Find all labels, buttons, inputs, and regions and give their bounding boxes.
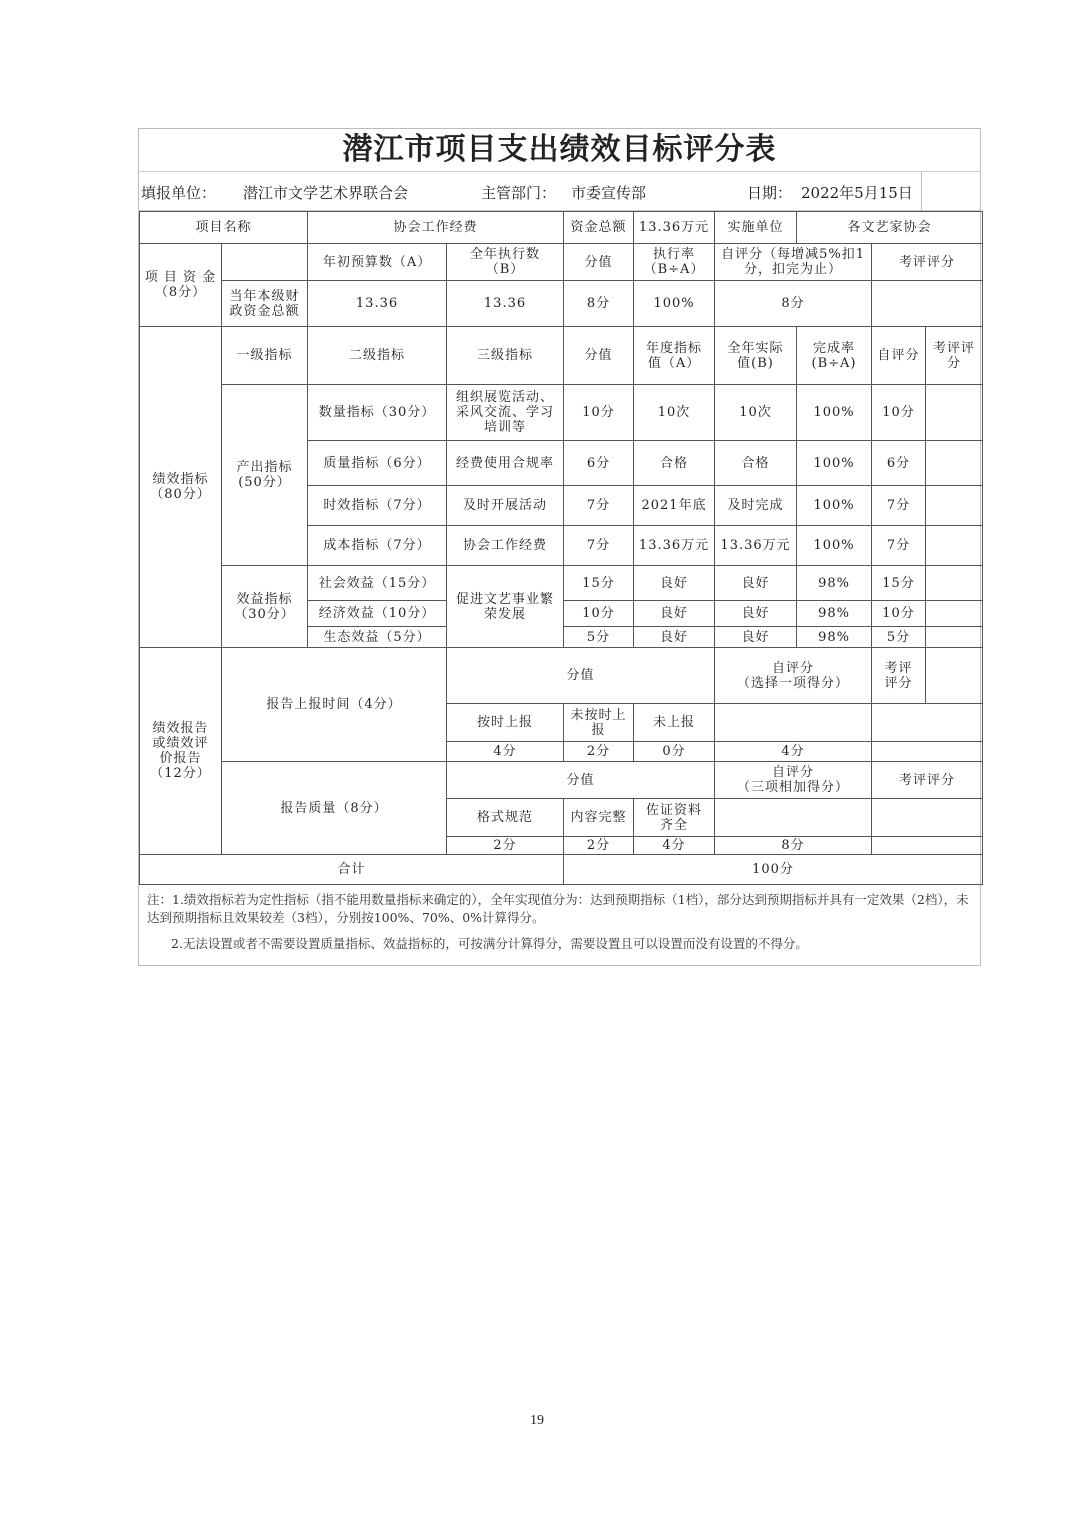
output-eval — [926, 526, 983, 566]
unit-value: 潜江市文学艺术界联合会 — [243, 184, 409, 202]
benefit-l2: 生态效益（5分） — [308, 627, 447, 648]
benefit-score: 5分 — [564, 627, 634, 648]
output-score: 7分 — [564, 486, 634, 526]
report-quality-eval-header: 考评评分 — [872, 762, 983, 799]
project-name-label: 项目名称 — [140, 212, 308, 244]
time-score: 2分 — [564, 742, 634, 762]
quality-option: 格式规范 — [447, 799, 564, 837]
benefit-self: 5分 — [872, 627, 926, 648]
output-rate: 100% — [797, 441, 872, 486]
execution-value: 13.36 — [447, 281, 564, 327]
execution-header: 全年执行数 （B） — [447, 244, 564, 281]
benefit-actual: 良好 — [715, 566, 797, 601]
funds-score-header: 分值 — [564, 244, 634, 281]
quality-score: 4分 — [634, 837, 715, 855]
benefit-eval — [926, 566, 983, 601]
output-self: 7分 — [872, 526, 926, 566]
output-l2: 时效指标（7分） — [308, 486, 447, 526]
output-eval — [926, 486, 983, 526]
report-time-eval-header: 考评 评分 — [872, 648, 926, 704]
funds-eval-header: 考评评分 — [872, 244, 983, 281]
date-label: 日期： — [747, 184, 793, 202]
output-eval — [926, 385, 983, 441]
output-l2: 成本指标（7分） — [308, 526, 447, 566]
time-eval-score — [872, 742, 983, 762]
execution-rate-value: 100% — [634, 281, 715, 327]
output-self: 6分 — [872, 441, 926, 486]
divider — [921, 172, 922, 210]
report-time-score-header: 分值 — [447, 648, 715, 704]
benefit-self: 10分 — [872, 601, 926, 627]
benefit-l2: 社会效益（15分） — [308, 566, 447, 601]
quality-self-score: 8分 — [715, 837, 872, 855]
benefit-eval — [926, 601, 983, 627]
execution-rate-header: 执行率 （B÷A） — [634, 244, 715, 281]
project-name-value: 协会工作经费 — [308, 212, 564, 244]
benefit-actual: 良好 — [715, 601, 797, 627]
page-number: 19 — [530, 1413, 544, 1428]
output-score: 6分 — [564, 441, 634, 486]
time-eval-blank — [872, 704, 983, 742]
output-l3: 经费使用合规率 — [447, 441, 564, 486]
benefit-self: 15分 — [872, 566, 926, 601]
output-l3: 及时开展活动 — [447, 486, 564, 526]
implementing-unit-label: 实施单位 — [715, 212, 797, 244]
benefit-actual: 良好 — [715, 627, 797, 648]
sheet-frame — [138, 128, 981, 966]
benefit-eval — [926, 627, 983, 648]
report-time-self-header: 自评分 （选择一项得分） — [715, 648, 872, 704]
output-target: 合格 — [634, 441, 715, 486]
output-l2: 数量指标（30分） — [308, 385, 447, 441]
total-funds-label: 资金总额 — [564, 212, 634, 244]
output-self: 7分 — [872, 486, 926, 526]
time-option: 未上报 — [634, 704, 715, 742]
quality-score: 2分 — [447, 837, 564, 855]
notes — [139, 885, 980, 965]
output-score: 7分 — [564, 526, 634, 566]
benefit-target: 良好 — [634, 627, 715, 648]
page-title: 潜江市项目支出绩效目标评分表 — [139, 129, 980, 172]
unit-label: 填报单位： — [141, 184, 217, 202]
perf-header-score: 分值 — [564, 327, 634, 385]
benefit-target: 良好 — [634, 566, 715, 601]
benefit-target: 良好 — [634, 601, 715, 627]
benefit-rate: 98% — [797, 566, 872, 601]
quality-eval-score — [872, 837, 983, 855]
output-eval — [926, 441, 983, 486]
time-score: 0分 — [634, 742, 715, 762]
time-self-score: 4分 — [715, 742, 872, 762]
output-indicator-label: 产出指标 (50分） — [222, 385, 308, 566]
funds-row-label: 当年本级财 政资金总额 — [222, 281, 308, 327]
time-option: 未按时上 报 — [564, 704, 634, 742]
quality-score: 2分 — [564, 837, 634, 855]
time-score: 4分 — [447, 742, 564, 762]
dept-value: 市委宣传部 — [571, 184, 647, 202]
output-actual: 合格 — [715, 441, 797, 486]
perf-header-eval: 考评评 分 — [926, 327, 983, 385]
budget-value: 13.36 — [308, 281, 447, 327]
funds-self-score-value: 8分 — [715, 281, 872, 327]
time-self-blank — [715, 704, 872, 742]
report-quality-label: 报告质量（8分） — [222, 762, 447, 855]
funds-self-score-header: 自评分（每增减5%扣1 分，扣完为止） — [715, 244, 872, 281]
output-rate: 100% — [797, 385, 872, 441]
report-quality-score-header: 分值 — [447, 762, 715, 799]
time-option: 按时上报 — [447, 704, 564, 742]
performance-label: 绩效指标 （80分） — [140, 327, 222, 648]
benefit-score: 10分 — [564, 601, 634, 627]
total-funds-value: 13.36万元 — [634, 212, 715, 244]
note-2: 2.无法设置或者不需要设置质量指标、效益指标的，可按满分计算得分，需要设置且可以设置而没有设置的不得分。 — [171, 936, 808, 951]
perf-header-level2: 二级指标 — [308, 327, 447, 385]
perf-header-level1: 一级指标 — [222, 327, 308, 385]
output-rate: 100% — [797, 526, 872, 566]
perf-header-self: 自评分 — [872, 327, 926, 385]
funds-score-value: 8分 — [564, 281, 634, 327]
quality-option: 佐证资料 齐全 — [634, 799, 715, 837]
output-target: 13.36万元 — [634, 526, 715, 566]
perf-header-level3: 三级指标 — [447, 327, 564, 385]
date-value: 2022年5月15日 — [801, 184, 913, 202]
output-l2: 质量指标（6分） — [308, 441, 447, 486]
report-quality-self-header: 自评分 （三项相加得分） — [715, 762, 872, 799]
output-score: 10分 — [564, 385, 634, 441]
output-self: 10分 — [872, 385, 926, 441]
benefit-rate: 98% — [797, 627, 872, 648]
output-target: 2021年底 — [634, 486, 715, 526]
benefit-indicator-label: 效益指标 （30分） — [222, 566, 308, 648]
score-sheet — [138, 128, 981, 966]
output-l3: 组织展览活动、 采风交流、学习 培训等 — [447, 385, 564, 441]
report-label: 绩效报告 或绩效评 价报告 （12分） — [140, 648, 222, 855]
perf-header-actual: 全年实际 值(B) — [715, 327, 797, 385]
funds-label: 项 目 资 金 （8分） — [140, 244, 222, 327]
quality-self-blank — [715, 799, 872, 837]
report-time-label: 报告上报时间（4分） — [222, 648, 447, 762]
output-actual: 及时完成 — [715, 486, 797, 526]
funds-blank-cell — [222, 244, 308, 281]
output-l3: 协会工作经费 — [447, 526, 564, 566]
note-1: 注：1.绩效指标若为定性指标（指不能用数量指标来确定的），全年实现值分为：达到预期指标（1档），部分达到预期指标并具有一定效果（2档），未达到预期指标且效果较差（3档），分别按100%、70%、0%计算得分。 — [147, 892, 969, 925]
quality-option: 内容完整 — [564, 799, 634, 837]
perf-header-target: 年度指标 值（A） — [634, 327, 715, 385]
quality-eval-blank — [872, 799, 983, 837]
implementing-unit-value: 各文艺家协会 — [797, 212, 983, 244]
total-value: 100分 — [564, 855, 983, 885]
perf-header-rate: 完成率 (B÷A) — [797, 327, 872, 385]
output-rate: 100% — [797, 486, 872, 526]
output-actual: 10次 — [715, 385, 797, 441]
score-table — [139, 211, 983, 885]
funds-eval-value — [872, 281, 983, 327]
benefit-score: 15分 — [564, 566, 634, 601]
dept-label: 主管部门： — [481, 184, 557, 202]
report-time-eval-blank — [926, 648, 983, 704]
output-actual: 13.36万元 — [715, 526, 797, 566]
budget-header: 年初预算数（A） — [308, 244, 447, 281]
total-label: 合计 — [140, 855, 564, 885]
benefit-rate: 98% — [797, 601, 872, 627]
benefit-l3: 促进文艺事业繁 荣发展 — [447, 566, 564, 648]
benefit-l2: 经济效益（10分） — [308, 601, 447, 627]
info-bar — [139, 172, 980, 211]
output-target: 10次 — [634, 385, 715, 441]
